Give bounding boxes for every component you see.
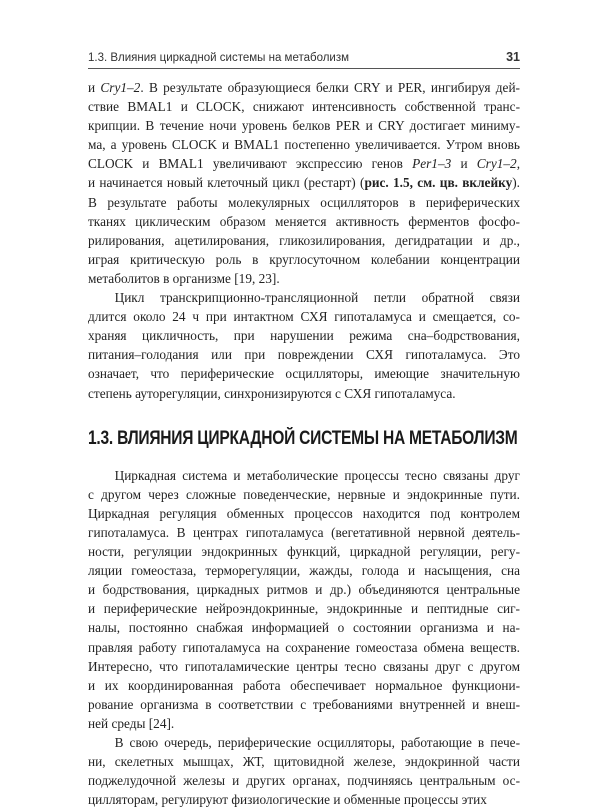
text-line: степень ауторегуляции, синхронизируются с СХЯ гипоталамуса. (88, 385, 456, 401)
text-line: В свою очередь, периферические осцилляторы, работающие в печe- (88, 735, 520, 750)
paragraph-1 (88, 78, 520, 288)
text-line: тканях циклическим образом меняется активность ферментов фосфо- (88, 213, 520, 229)
page-body (88, 78, 520, 809)
text-line: ней среды [24]. (88, 715, 175, 731)
text-line: Циркадная регуляция обменных процессов находится под контролем (88, 505, 520, 521)
text-line: с другом через сложные поведенческие, нервные и эндокринные пути. (88, 486, 520, 502)
text-line: рилирования, ацетилирования, гликозилирования, дегидратации и др., (88, 232, 520, 248)
running-header (88, 50, 520, 64)
text-line: длится около 24 ч при интактном СХЯ гипоталамуса и смещается, со- (88, 309, 520, 325)
text-line: ни, скелетных мышцах, ЖТ, щитовидной железе, эндокринной части (88, 754, 520, 770)
text-line: ляции гомеостаза, терморегуляции, жажды, голода и насыщения, сна (88, 563, 520, 579)
text-line: и начинается новый клеточный цикл (рестарт) (рис. 1.5, см. цв. вклейку). (88, 175, 520, 191)
italic-run: Cry1–2 (476, 156, 517, 172)
text-line: CLOCK и BMAL1 увеличивают экспрессию генов Per1–3 и Cry1–2, (88, 156, 521, 172)
text-line: играя критическую роль в круглосуточном колебании концентрации (88, 251, 520, 267)
text-line: рование организма в соответствии с требованиями внутренней и внеш- (88, 696, 520, 712)
header-rule (88, 68, 520, 69)
paragraph-2 (88, 288, 520, 403)
text-line: ствие BMAL1 и CLOCK, снижают интенсивность собственной транс- (88, 99, 520, 115)
text-line: Интересно, что гипоталамические центры тесно связаны друг с другом (88, 658, 520, 674)
section-heading: 1.3. ВЛИЯНИЯ ЦИРКАДНОЙ СИСТЕМЫ НА МЕТАБОЛИЗМ (88, 427, 518, 449)
text-line: цилляторам, регулируют физиологические и обменные процессы этих (88, 792, 487, 808)
page-number: 31 (506, 50, 520, 64)
text-line: метаболитов в организме [19, 23]. (88, 270, 280, 286)
text-line: поджелудочной железы и других органах, подчиняясь центральным ос- (88, 773, 520, 789)
italic-run: Per1–3 (412, 156, 452, 172)
italic-run: Cry1–2 (100, 80, 141, 95)
paragraph-3 (88, 466, 520, 733)
header-title: 1.3. Влияния циркадной системы на метаболизм (88, 52, 350, 64)
text-line: крипции. В течение ночи уровень белков PER и CRY достигает миниму- (88, 118, 520, 134)
text-line: питания–голодания или при повреждении СХЯ гипоталамуса. Это (88, 347, 520, 363)
bold-run: рис. 1.5, см. цв. вклейку (364, 175, 513, 191)
text-line: и периферические нейроэндокринные, эндокринные и пептидные сиг- (88, 601, 520, 617)
text-line: и их координированная работа обеспечивает нормальное функциони- (88, 677, 520, 693)
text-line: Цикл транскрипционно-трансляционной петли обратной связи (88, 290, 520, 306)
text-line: и бодрствования, циркадных ритмов и др.) объединяются центральные (88, 582, 520, 598)
text-line: гипоталамуса. В центрах гипоталамуса (вегетативной нервной деятель- (88, 524, 520, 540)
text-line: В результате работы молекулярных осцилляторов в периферических (88, 194, 520, 210)
text-line: налы, постоянно снабжая информацией о состоянии организма и на- (88, 620, 520, 636)
text-line: храняя цикличность, при нарушении режима сна–бодрствования, (88, 328, 520, 344)
text-line: ности, регуляции эндокринных функций, циркадной регуляции, регу- (88, 544, 520, 560)
text-line: ма, а уровень CLOCK и BMAL1 постепенно увеличивается. Утром вновь (88, 137, 520, 153)
text-line: правляя работу гипоталамуса на сохранение гомеостаза обмена веществ. (88, 639, 520, 655)
text-line: и Cry1–2. В результате образующиеся белки CRY и PER, ингибируя дей- (88, 80, 520, 95)
text-line: Циркадная система и метаболические процессы тесно связаны друг (88, 467, 520, 483)
paragraph-4 (88, 733, 520, 809)
text-line: означает, что периферические осцилляторы, имеющие значительную (88, 366, 520, 382)
